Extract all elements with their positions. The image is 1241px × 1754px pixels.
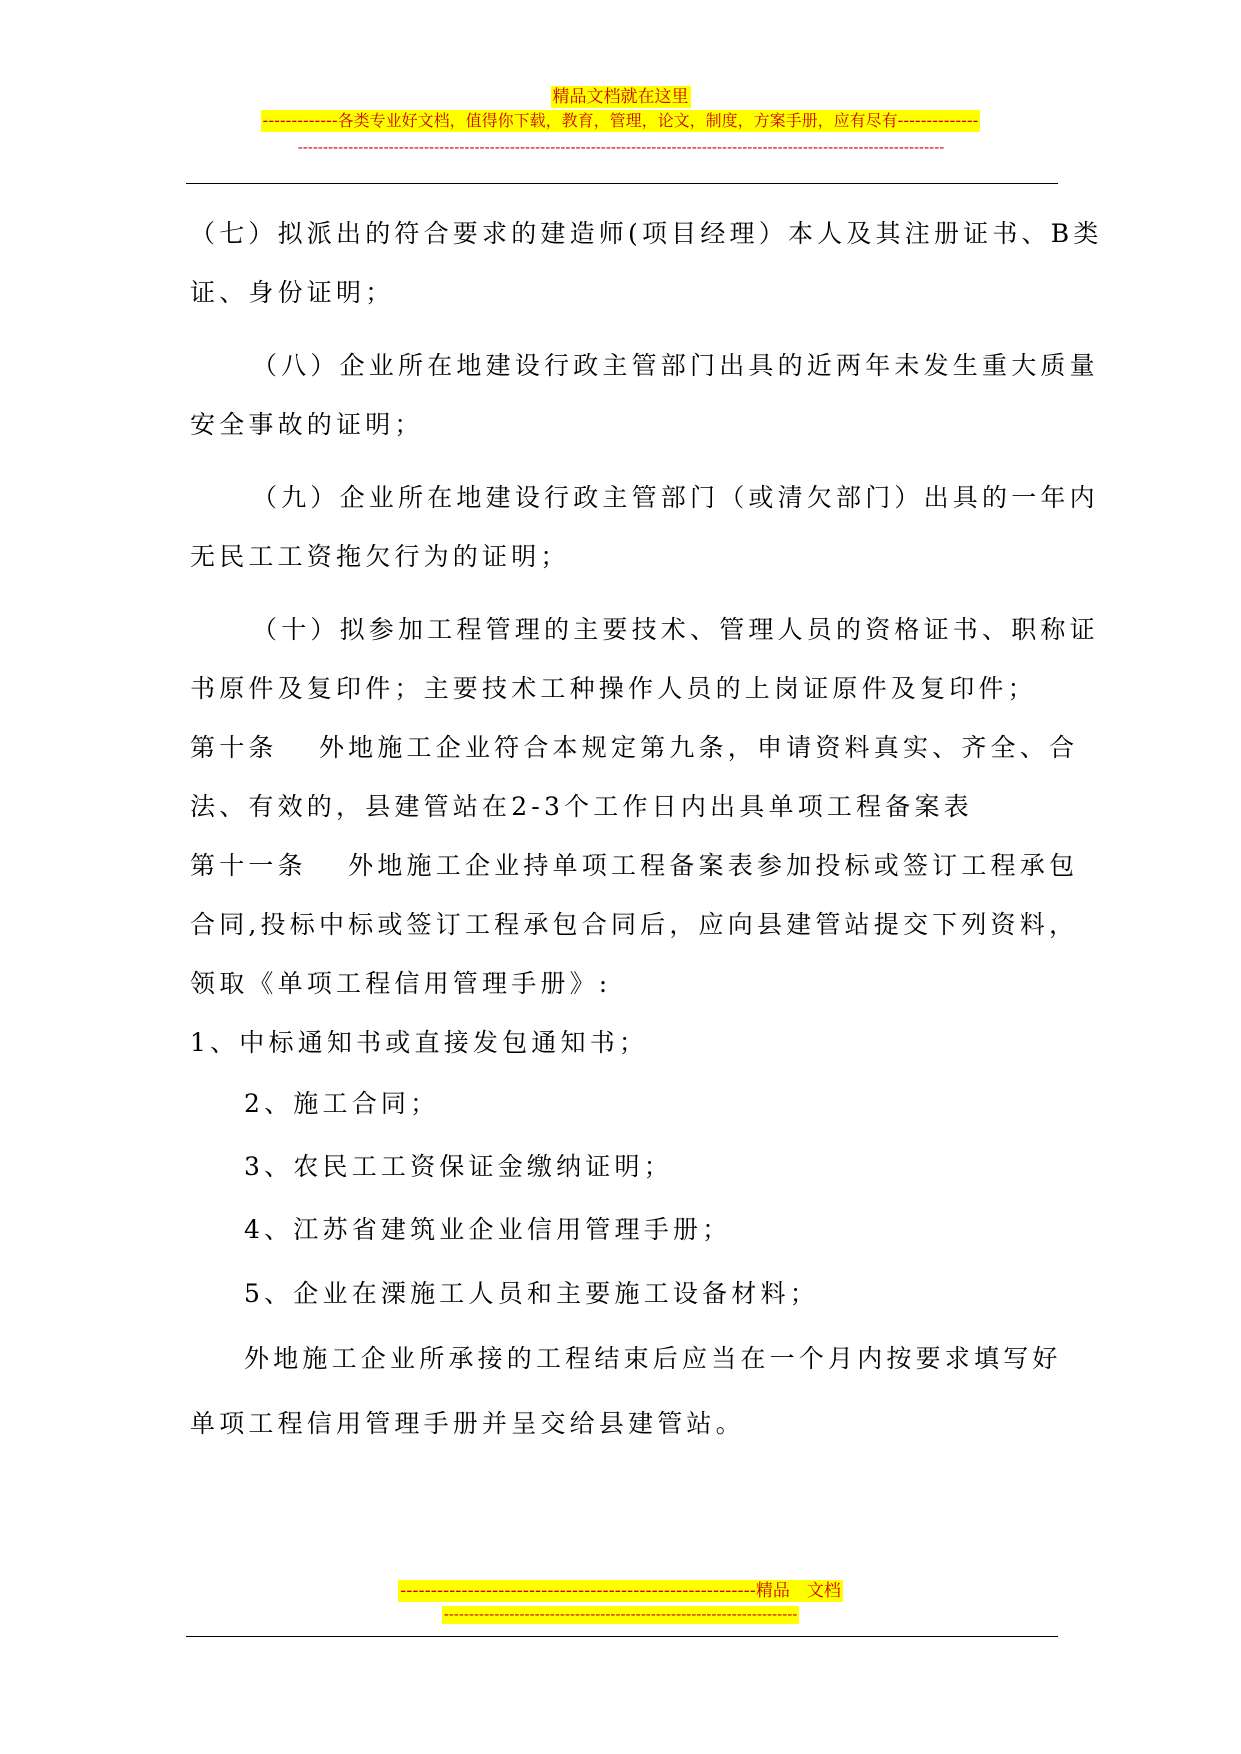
header-divider	[186, 183, 1058, 184]
text-line: 领取《单项工程信用管理手册》:	[190, 969, 612, 998]
footer-divider	[186, 1636, 1058, 1637]
text-line: 3、农民工工资保证金缴纳证明；	[244, 1152, 673, 1181]
text-line: （七）拟派出的符合要求的建造师(项目经理）本人及其注册证书、B类	[190, 219, 1103, 248]
header-slogan: -------------各类专业好文档，值得你下载，教育，管理，论文，制度，方案手册，应有尽有--------------	[262, 111, 979, 130]
text-line: 2、施工合同；	[244, 1089, 440, 1118]
text-line: （十）拟参加工程管理的主要技术、管理人员的资格证书、职称证	[252, 615, 1099, 644]
text-line: 5、企业在溧施工人员和主要施工设备材料；	[244, 1279, 819, 1308]
text-line: 1、中标通知书或直接发包通知书；	[190, 1028, 649, 1057]
text-line: 4、江苏省建筑业企业信用管理手册；	[244, 1215, 732, 1244]
text-line: 安全事故的证明；	[190, 410, 424, 439]
header-dashes: --------------------------------------------------------------------------------------------------------------------------------	[297, 140, 945, 156]
header-title: 精品文档就在这里	[552, 87, 689, 107]
page-footer	[0, 1580, 1241, 1624]
text-line: 外地施工企业所承接的工程结束后应当在一个月内按要求填写好	[244, 1344, 1062, 1373]
text-line: 合同,投标中标或签订工程承包合同后，应向县建管站提交下列资料，	[190, 910, 1079, 939]
page-header	[0, 86, 1241, 132]
text-line: 书原件及复印件；主要技术工种操作人员的上岗证原件及复印件；	[190, 674, 1037, 703]
footer-dashes: ----------------------------------------------------------------------	[443, 1607, 798, 1623]
text-line: 无民工工资拖欠行为的证明；	[190, 542, 570, 571]
text-line: （九）企业所在地建设行政主管部门（或清欠部门）出具的一年内	[252, 483, 1099, 512]
text-line: 第十条 外地施工企业符合本规定第九条，申请资料真实、齐全、合	[190, 733, 1079, 762]
footer-mark: ----------------------------------------------------------精品 文档	[400, 1581, 841, 1601]
text-line: 法、有效的，县建管站在2-3个工作日内出具单项工程备案表	[190, 792, 973, 821]
text-line: 证、身份证明；	[190, 278, 395, 307]
text-line: 单项工程信用管理手册并呈交给县建管站。	[190, 1409, 745, 1438]
text-line: （八）企业所在地建设行政主管部门出具的近两年未发生重大质量	[252, 351, 1099, 380]
text-line: 第十一条 外地施工企业持单项工程备案表参加投标或签订工程承包	[190, 851, 1079, 880]
